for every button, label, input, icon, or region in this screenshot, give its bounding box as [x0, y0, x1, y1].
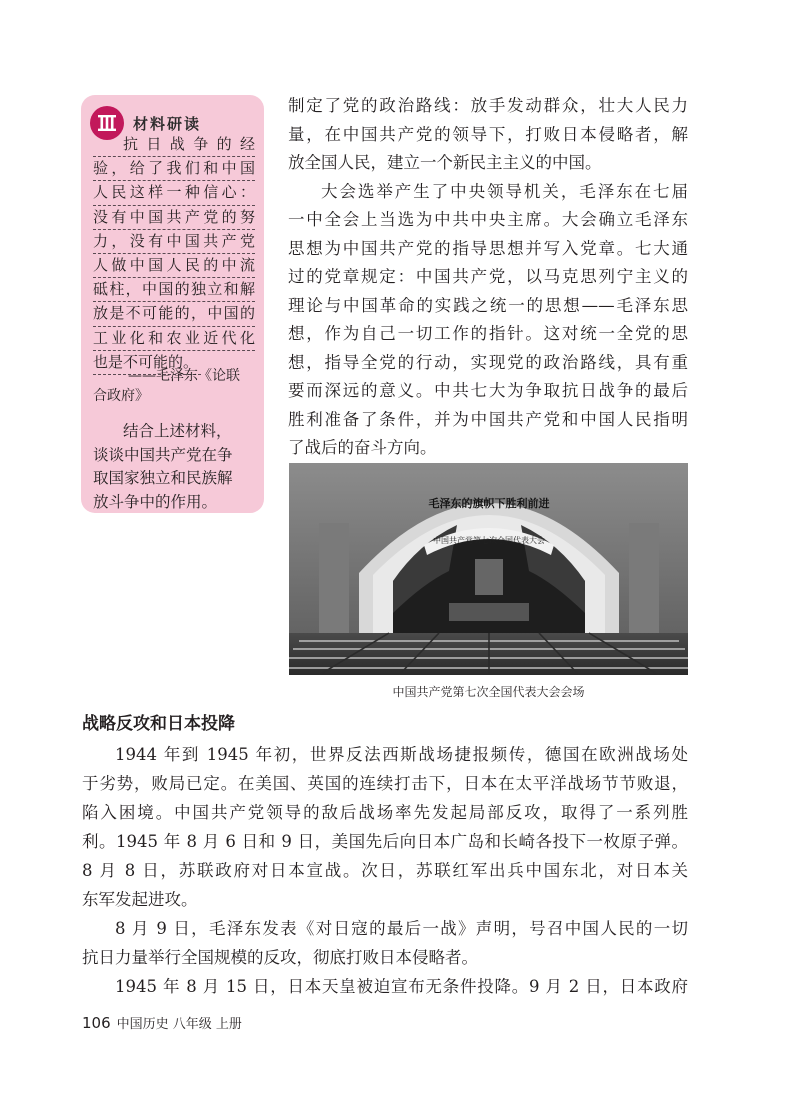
arch-banner-text: 毛泽东的旗帜下胜利前进 [428, 497, 550, 510]
paragraph-line: 了战后的奋斗方向。 [288, 438, 437, 457]
quote-line: 砥柱，中国的独立和解 [93, 278, 255, 302]
book-title: 中国历史 八年级 上册 [116, 1017, 242, 1032]
paragraph-line: 过的党章规定：中国共产党，以马克思列宁主义的 [288, 267, 688, 286]
paragraph-line: 制定了党的政治路线：放手发动群众，壮大人民力 [288, 96, 688, 115]
quote-line: 放是不可能的，中国的 [93, 302, 255, 326]
quote-line: 力，没有中国共产党 [93, 230, 255, 254]
right-column-text [288, 92, 688, 463]
paragraph-line: 理论与中国革命的实践之统一的思想——毛泽东思 [288, 295, 688, 315]
paragraph-line: 要而深远的意义。中共七大为争取抗日战争的最后 [288, 381, 688, 400]
paragraph-line: 想，作为自己一切工作的指针。这对统一全党的思 [288, 324, 688, 343]
discussion-question [93, 420, 257, 514]
quote-line: 验，给了我们和中国 [93, 157, 255, 181]
section-heading: 战略反攻和日本投降 [82, 714, 235, 734]
body-line: 8 月 9 日，毛泽东发表《对日寇的最后一战》声明，号召中国人民的一切 [115, 919, 688, 938]
question-line: 取国家独立和民族解 [93, 469, 233, 487]
question-line: 结合上述材料， [123, 422, 232, 440]
paragraph-line: 胜利准备了条件，并为中国共产党和中国人民指明 [288, 409, 688, 429]
body-line: 抗日力量举行全国规模的反攻，彻底打败日本侵略者。 [82, 948, 478, 967]
quote-line: 人做中国人民的中流 [93, 254, 255, 278]
quote-line: 也是不可能的。 [93, 351, 201, 375]
body-line: 东军发起进攻。 [82, 890, 198, 909]
paragraph-line: 大会选举产生了中央领导机关，毛泽东在七届 [321, 181, 688, 201]
question-line: 放斗争中的作用。 [93, 492, 218, 511]
quote-line: 没有中国共产党的努 [93, 206, 255, 230]
quote-text [93, 133, 255, 379]
material-reading-title: 材料研读 [133, 114, 202, 133]
page-number: 106 [82, 1014, 111, 1032]
quote-line: 工业化和农业近代化 [93, 327, 255, 351]
quote-source: ——毛泽东《论联 [128, 368, 240, 384]
body-line: 利。1945 年 8 月 6 日和 9 日，美国先后向日本广岛和长崎各投下一枚原子弹。 [82, 832, 688, 851]
photo-caption: 中国共产党第七次全国代表大会会场 [392, 685, 585, 699]
paragraph-line: 一中全会上当选为中共中央主席。大会确立毛泽东 [288, 210, 688, 229]
body-line: 1945 年 8 月 15 日，日本天皇被迫宣布无条件投降。9 月 2 日，日本政府 [115, 977, 688, 996]
quote-line: 人民这样一种信心： [93, 181, 255, 205]
paragraph-line: 想，指导全党的行动，实现党的政治路线，具有重 [288, 352, 688, 372]
paragraph-line: 思想为中国共产党的指导思想并写入党章。七大通 [288, 238, 688, 258]
paragraph-line: 量，在中国共产党的领导下，打败日本侵略者，解 [288, 124, 688, 144]
page-footer [82, 1013, 242, 1032]
congress-hall-photo [289, 463, 688, 675]
question-line: 谈谈中国共产党在争 [93, 445, 233, 464]
body-line: 陷入困境。中国共产党领导的敌后战场率先发起局部反攻，取得了一系列胜 [82, 803, 688, 822]
body-line: 8 月 8 日，苏联政府对日本宣战。次日，苏联红军出兵中国东北，对日本关 [82, 861, 688, 880]
paragraph-line: 放全国人民，建立一个新民主主义的中国。 [288, 153, 602, 172]
body-line: 1944 年到 1945 年初，世界反法西斯战场捷报频传，德国在欧洲战场处 [115, 745, 688, 764]
quote-line: 抗日战争的经 [93, 133, 255, 157]
material-reading-box [81, 95, 264, 513]
body-line: 于劣势，败局已定。在美国、英国的连续打击下，日本在太平洋战场节节败退， [82, 774, 688, 793]
section-body [82, 740, 688, 1001]
inner-banner-text: 中国共产党第七次全国代表大会 [433, 536, 545, 545]
quote-source-cont: 合政府》 [93, 388, 149, 404]
